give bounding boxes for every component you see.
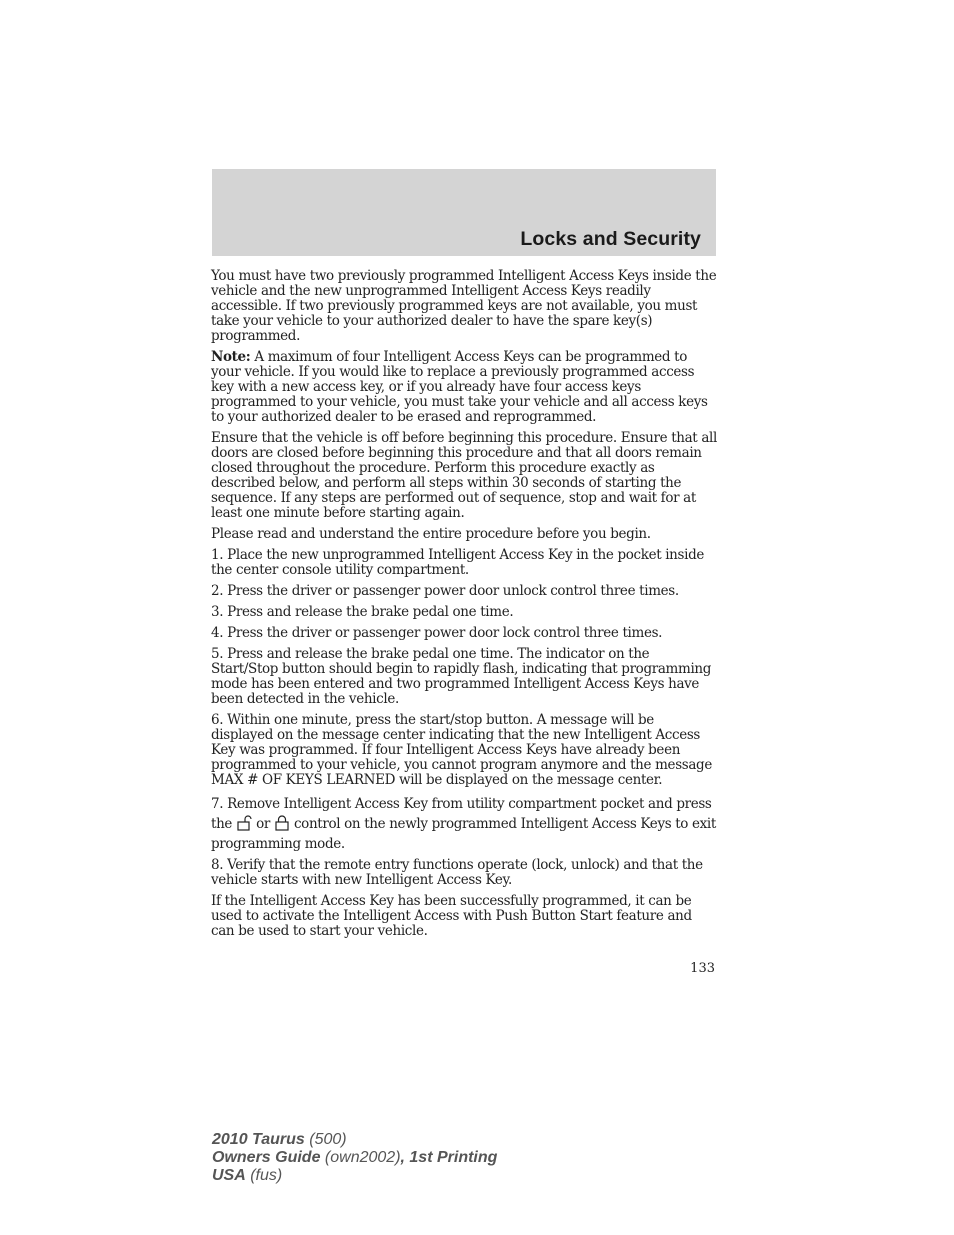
- page-content: [211, 269, 717, 945]
- footer-region-code: (fus): [245, 1167, 283, 1184]
- note-text: A maximum of four Intelligent Access Keys can be programmed to your vehicle. If you would like to replace a previously programmed access key with a new access key, or if you already have four access keys programmed to your vehicle, you must take your vehicle and all access keys to your authorized dealer to be erased and reprogrammed.: [211, 349, 708, 425]
- closing-paragraph: If the Intelligent Access Key has been successfully programmed, it can be used to activate the Intelligent Access with Push Button Start feature and can be used to start your vehicle.: [211, 893, 692, 939]
- footer-guide-code: (own2002): [320, 1149, 401, 1166]
- footer-region: USA: [212, 1167, 246, 1184]
- note-label: Note:: [211, 349, 251, 365]
- precaution-paragraph: Ensure that the vehicle is off before beginning this procedure. Ensure that all doors are closed before beginning this procedure and that all doors remain closed throughout the procedure. Perform this procedure exactly as described below, and perform all steps within 30 seconds of starting the sequence. If any steps are performed out of sequence, stop and wait for at least one minute before starting again.: [211, 430, 717, 521]
- footer-guide: Owners Guide: [212, 1149, 321, 1166]
- step-7: [211, 794, 717, 854]
- unlock-icon: [236, 815, 252, 831]
- step-7-or: or: [256, 816, 270, 832]
- footer-model: 2010 Taurus: [212, 1131, 305, 1148]
- step-1: 1. Place the new unprogrammed Intelligent Access Key in the pocket inside the center console utility compartment.: [211, 547, 705, 578]
- footer-line-2: [212, 1149, 497, 1167]
- footer-line-3: [212, 1167, 497, 1185]
- step-3: 3. Press and release the brake pedal one time.: [211, 604, 514, 620]
- step-4: 4. Press the driver or passenger power door lock control three times.: [211, 625, 663, 641]
- section-header-band: [212, 169, 716, 256]
- page-number: 133: [690, 961, 715, 976]
- intro-paragraph: You must have two previously programmed Intelligent Access Keys inside the vehicle and the new unprogrammed Intelligent Access Keys readily accessible. If two previously programmed keys are not available, you must take your vehicle to your authorized dealer to have the spare key(s) programmed.: [211, 268, 717, 344]
- step-8: 8. Verify that the remote entry functions operate (lock, unlock) and that the vehicle starts with new Intelligent Access Key.: [211, 857, 703, 888]
- footer-model-code: (500): [304, 1131, 347, 1148]
- note-paragraph: [211, 350, 717, 425]
- section-title: Locks and Security: [520, 228, 701, 250]
- step-6: 6. Within one minute, press the start/stop button. A message will be displayed on the message center indicating that the new Intelligent Access Key was programmed. If four Intelligent Access Keys have already been programmed to your vehicle, you cannot program anymore and the message MAX # OF KEYS LEARNED will be displayed on the message center.: [211, 712, 712, 788]
- step-5: 5. Press and release the brake pedal one time. The indicator on the Start/Stop button should begin to rapidly flash, indicating that programming mode has been entered and two programmed Intelligent Access Keys have been detected in the vehicle.: [211, 646, 712, 707]
- step-2: 2. Press the driver or passenger power door unlock control three times.: [211, 583, 679, 599]
- footer: [212, 1131, 497, 1185]
- read-procedure-paragraph: Please read and understand the entire procedure before you begin.: [211, 526, 651, 542]
- lock-icon: [274, 815, 290, 831]
- footer-printing: , 1st Printing: [400, 1149, 498, 1166]
- step-7-text-a: 7. Remove Intelligent Access Key from utility compartment pocket and press the: [211, 796, 712, 832]
- footer-line-1: [212, 1131, 497, 1149]
- step-7-text-b: control on the newly programmed Intelligent Access Keys to exit programming mode.: [211, 816, 716, 852]
